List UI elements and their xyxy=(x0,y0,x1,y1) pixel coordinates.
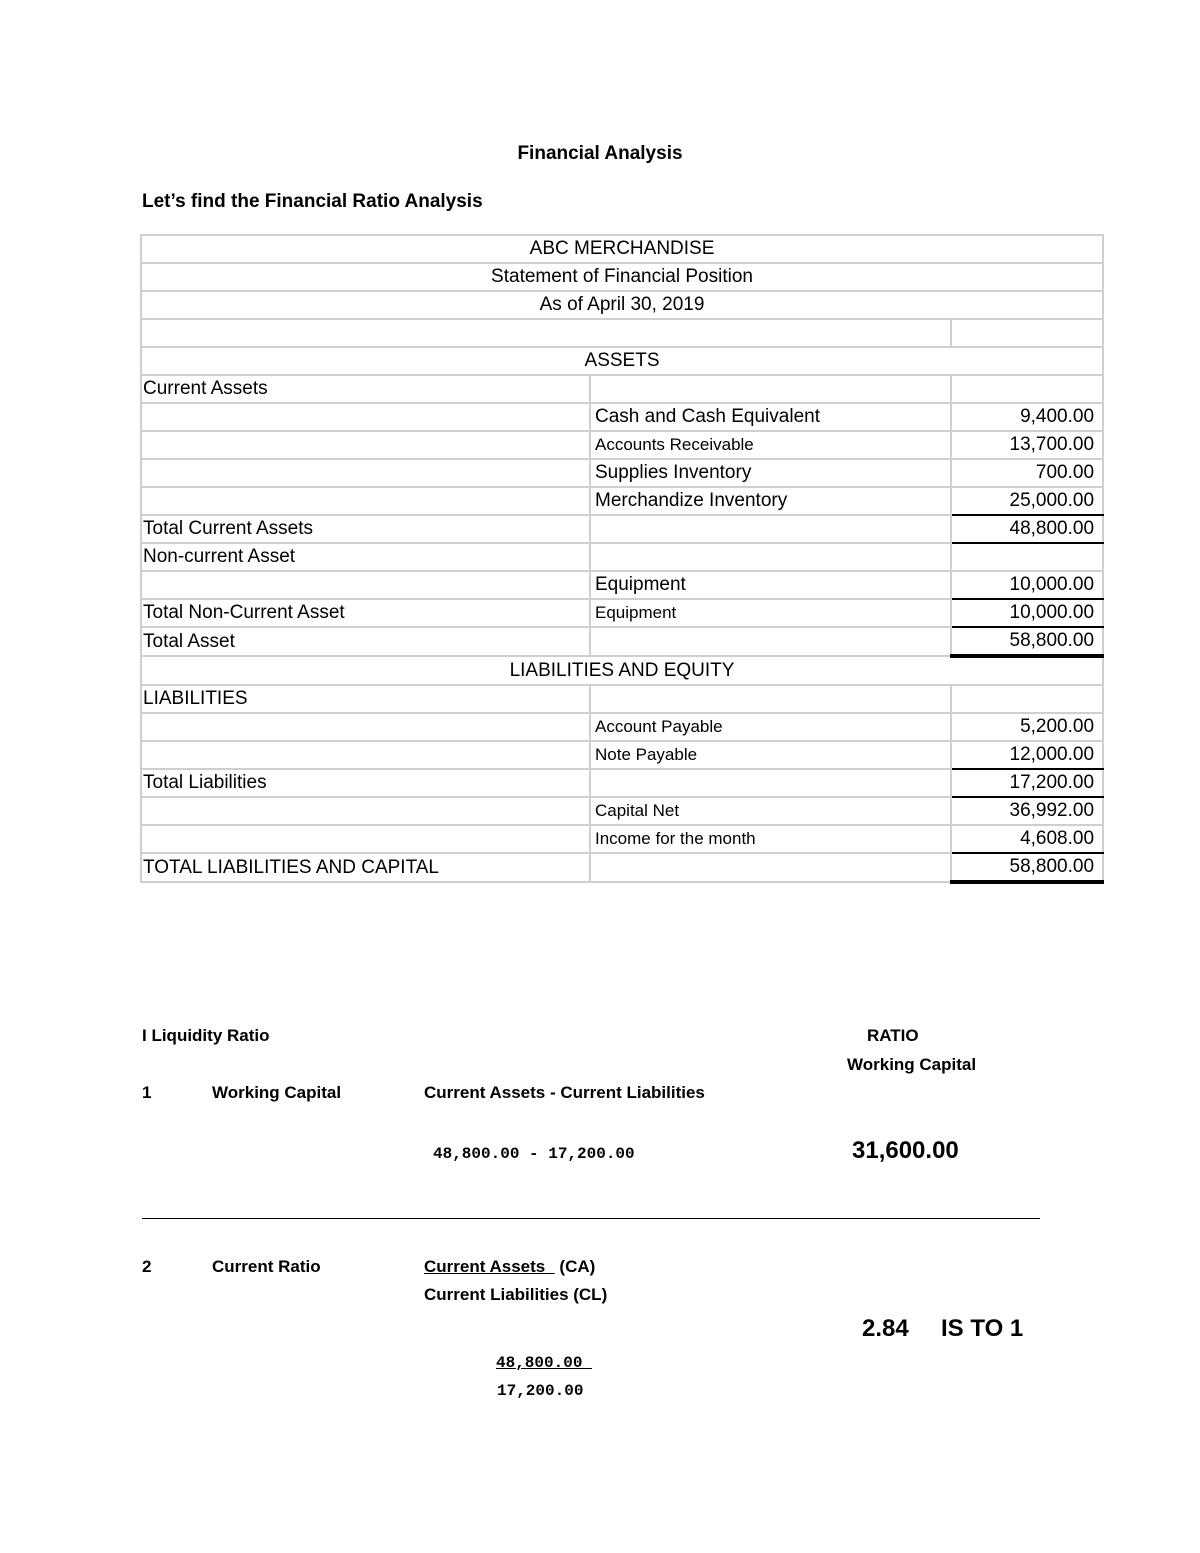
total-liabilities-capital-label: TOTAL LIABILITIES AND CAPITAL xyxy=(141,853,590,882)
asset-amount: 13,700.00 xyxy=(951,431,1103,459)
asset-item: Supplies Inventory xyxy=(590,459,951,487)
asset-item: Accounts Receivable xyxy=(590,431,951,459)
liability-item: Account Payable xyxy=(590,713,951,741)
current-ratio-result: 2.84 xyxy=(862,1315,909,1342)
item-number: 2 xyxy=(142,1257,152,1276)
noncurrent-label: Non-current Asset xyxy=(141,543,590,571)
total-liabilities-label: Total Liabilities xyxy=(141,769,590,797)
total-current-assets-label: Total Current Assets xyxy=(141,515,590,543)
table-row xyxy=(141,656,1103,685)
current-assets-label: Current Assets xyxy=(141,375,590,403)
document-subtitle: Let’s find the Financial Ratio Analysis xyxy=(142,191,483,212)
table-row xyxy=(141,431,1103,459)
table-row xyxy=(141,627,1103,656)
table-row xyxy=(141,459,1103,487)
asset-amount: 700.00 xyxy=(951,459,1103,487)
working-capital-computation: 48,800.00 - 17,200.00 xyxy=(433,1145,635,1163)
liabilities-label: LIABILITIES xyxy=(141,685,590,713)
noncurrent-amount: 10,000.00 xyxy=(951,571,1103,599)
working-capital-label: Working Capital xyxy=(212,1083,342,1102)
statement-name: Statement of Financial Position xyxy=(141,263,1103,291)
equity-item: Income for the month xyxy=(590,825,951,853)
numerator-value: 48,800.00 xyxy=(496,1354,593,1372)
asset-item: Cash and Cash Equivalent xyxy=(590,403,951,431)
liabilities-equity-header: LIABILITIES AND EQUITY xyxy=(141,656,1103,685)
company-name: ABC MERCHANDISE xyxy=(141,235,1103,263)
ratio-subheader: Working Capital xyxy=(847,1055,977,1074)
table-row xyxy=(141,375,1103,403)
working-capital-result: 31,600.00 xyxy=(852,1137,959,1164)
current-ratio-denominator: Current Liabilities (CL) xyxy=(424,1285,608,1304)
total-asset-label: Total Asset xyxy=(141,627,590,656)
total-noncurrent-label: Total Non-Current Asset xyxy=(141,599,590,627)
table-row xyxy=(141,825,1103,853)
total-asset-amount: 58,800.00 xyxy=(951,627,1103,656)
current-ratio-label: Current Ratio xyxy=(212,1257,321,1276)
equity-item: Capital Net xyxy=(590,797,951,825)
table-row xyxy=(141,291,1103,319)
table-row xyxy=(141,319,1103,347)
table-row xyxy=(141,403,1103,431)
liability-amount: 5,200.00 xyxy=(951,713,1103,741)
total-current-assets-amount: 48,800.00 xyxy=(951,515,1103,543)
empty-cell xyxy=(951,319,1103,347)
table-row xyxy=(141,487,1103,515)
table-row xyxy=(141,515,1103,543)
table-row xyxy=(141,797,1103,825)
denominator-value: 17,200.00 xyxy=(497,1382,584,1400)
table-row xyxy=(141,263,1103,291)
total-liabilities-capital-amount: 58,800.00 xyxy=(951,853,1103,882)
total-noncurrent-amount: 10,000.00 xyxy=(951,599,1103,627)
empty-cell xyxy=(590,375,951,403)
table-row xyxy=(141,571,1103,599)
asset-amount: 25,000.00 xyxy=(951,487,1103,515)
statement-date: As of April 30, 2019 xyxy=(141,291,1103,319)
liability-item: Note Payable xyxy=(590,741,951,769)
table-row xyxy=(141,853,1103,882)
document-title: Financial Analysis xyxy=(517,143,683,164)
numerator-abbr: (CA) xyxy=(554,1257,596,1276)
liquidity-ratio-heading: I Liquidity Ratio xyxy=(142,1026,270,1045)
table-row xyxy=(141,235,1103,263)
asset-item: Merchandize Inventory xyxy=(590,487,951,515)
current-ratio-suffix: IS TO 1 xyxy=(941,1315,1024,1342)
section-divider xyxy=(142,1218,1040,1219)
ratio-header: RATIO xyxy=(867,1026,919,1045)
financial-position-table xyxy=(140,234,1104,884)
current-ratio-numerator xyxy=(424,1257,595,1277)
total-noncurrent-item: Equipment xyxy=(590,599,951,627)
empty-cell xyxy=(141,319,951,347)
noncurrent-item: Equipment xyxy=(590,571,951,599)
numerator-label: Current Assets xyxy=(424,1257,555,1276)
equity-amount: 36,992.00 xyxy=(951,797,1103,825)
table-row xyxy=(141,599,1103,627)
table-row xyxy=(141,543,1103,571)
liability-amount: 12,000.00 xyxy=(951,741,1103,769)
table-row xyxy=(141,741,1103,769)
equity-amount: 4,608.00 xyxy=(951,825,1103,853)
assets-header: ASSETS xyxy=(141,347,1103,375)
total-liabilities-amount: 17,200.00 xyxy=(951,769,1103,797)
asset-amount: 9,400.00 xyxy=(951,403,1103,431)
table-row xyxy=(141,685,1103,713)
table-row xyxy=(141,769,1103,797)
working-capital-formula: Current Assets - Current Liabilities xyxy=(424,1083,705,1102)
item-number: 1 xyxy=(142,1083,152,1102)
empty-cell xyxy=(951,375,1103,403)
table-row xyxy=(141,713,1103,741)
table-row xyxy=(141,347,1103,375)
